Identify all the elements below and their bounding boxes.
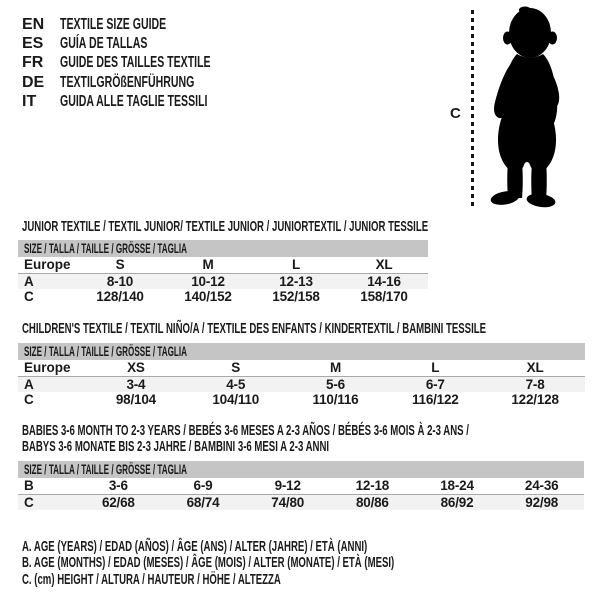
size-cell: M [329, 360, 342, 375]
size-cell: 7-8 [525, 377, 545, 392]
size-cell: XS [127, 360, 145, 375]
table-title-children: CHILDREN'S TEXTILE / TEXTIL NIÑO/A / TEXTILE DES ENFANTS / KINDERTEXTIL / BAMBINI TESSILE [22, 320, 487, 337]
row-label-cell: Europe [24, 257, 71, 272]
size-cell: 128/140 [96, 289, 144, 304]
table-row [18, 360, 585, 376]
size-header-bar: SIZE / TALLA / TAILLE / GRÖSSE / TAGLIA [18, 343, 585, 360]
height-measure-dotted-line [471, 10, 474, 208]
note-age-years: A. AGE (YEARS) / EDAD (AÑOS) / ÂGE (ANS) / ALTER (JAHRE) / ETÀ (ANNI) [22, 538, 368, 555]
language-code: FR [22, 54, 44, 72]
table-row [18, 289, 428, 305]
table-row [18, 392, 585, 408]
language-row [22, 54, 288, 73]
language-title-block [22, 15, 288, 111]
language-title: TEXTILE SIZE GUIDE [60, 15, 167, 33]
size-cell: 3-4 [126, 377, 146, 392]
language-code: EN [22, 15, 45, 33]
note-height-cm: C. (cm) HEIGHT / ALTURA / HAUTEUR / HÖHE / ALTEZZA [22, 570, 281, 588]
size-cell: 14-16 [367, 274, 401, 289]
size-cell: XL [526, 360, 544, 375]
size-cell: 3-6 [108, 478, 128, 493]
language-code: DE [22, 73, 45, 91]
size-cell: L [291, 257, 301, 272]
language-row [22, 92, 288, 111]
table-row [18, 478, 584, 494]
size-cell: 12-18 [355, 478, 390, 493]
row-label-cell: C [24, 495, 34, 510]
language-title: GUIDA ALLE TAGLIE TESSILI [60, 92, 208, 110]
language-title: GUIDE DES TAILLES TEXTILE [60, 54, 211, 72]
size-header-bar: SIZE / TALLA / TAILLE / GRÖSSE / TAGLIA [18, 240, 428, 257]
size-cell: 140/152 [184, 289, 232, 304]
size-cell: 152/158 [272, 289, 320, 304]
size-cell: 8-10 [106, 274, 134, 289]
row-label-cell: A [24, 274, 34, 289]
table-row [18, 273, 428, 289]
baby-silhouette-icon [481, 6, 571, 208]
size-cell: 24-36 [524, 478, 559, 493]
size-cell: 80/86 [355, 495, 389, 510]
size-cell: 12-13 [279, 274, 313, 289]
language-title: TEXTILGRÖßENFÜHRUNG [60, 73, 195, 91]
table-row [18, 376, 585, 392]
size-cell: 122/128 [511, 392, 559, 407]
language-row [22, 34, 288, 53]
size-cell: 62/68 [101, 495, 135, 510]
size-cell: XL [375, 257, 393, 272]
size-cell: 158/170 [360, 289, 408, 304]
size-cell: 92/98 [525, 495, 559, 510]
note-age-months: B. AGE (MONTHS) / EDAD (MESES) / ÂGE (MOIS) / ALTER (MONATE) / ETÀ (MESI) [22, 554, 395, 572]
size-cell: 4-5 [226, 377, 246, 392]
language-code: ES [22, 34, 44, 52]
size-cell: 10-12 [191, 274, 225, 289]
size-cell: 98/104 [115, 392, 156, 407]
size-cell: 6-7 [425, 377, 445, 392]
height-measure-label: C [450, 105, 461, 122]
language-row [22, 73, 288, 92]
size-cell: S [231, 360, 241, 375]
size-cell: 9-12 [274, 478, 301, 493]
size-cell: 6-9 [193, 478, 213, 493]
size-cell: 116/122 [411, 392, 459, 407]
table-row [18, 257, 428, 273]
size-cell: S [115, 257, 125, 272]
size-table-children [18, 360, 585, 408]
legend-notes [22, 539, 600, 588]
table-title-junior: JUNIOR TEXTILE / TEXTIL JUNIOR/ TEXTILE JUNIOR / JUNIORTEXTIL / JUNIOR TESSILE [22, 218, 429, 235]
row-label-cell: Europe [24, 360, 71, 375]
size-cell: 74/80 [271, 495, 305, 510]
row-label-cell: C [24, 289, 34, 304]
size-cell: 5-6 [326, 377, 345, 392]
size-cell: 86/92 [440, 495, 474, 510]
row-label-cell: B [24, 478, 34, 493]
size-cell: L [431, 360, 440, 375]
size-table-babies [18, 478, 584, 510]
size-cell: 104/110 [212, 392, 260, 407]
language-row [22, 15, 288, 34]
size-table-junior [18, 257, 428, 305]
language-code: IT [22, 92, 37, 110]
size-cell: 110/116 [312, 392, 359, 407]
table-row [18, 494, 584, 510]
size-header-bar: SIZE / TALLA / TAILLE / GRÖSSE / TAGLIA [18, 461, 584, 478]
table-title-babies: BABIES 3-6 MONTH TO 2-3 YEARS / BEBÉS 3-6 MESES A 2-3 AÑOS / BÉBÉS 3-6 MOIS À 2-3 ANS / BABYS 3-6 MONATE BIS 2-3 JAHRE / BAMBINI 3-6 MESI A 2-3 ANNI [22, 422, 469, 455]
size-cell: 68/74 [186, 495, 220, 510]
size-cell: 18-24 [440, 478, 474, 493]
row-label-cell: C [24, 392, 34, 407]
row-label-cell: A [24, 377, 34, 392]
size-cell: M [202, 257, 214, 272]
language-title: GUÍA DE TALLAS [60, 34, 148, 52]
